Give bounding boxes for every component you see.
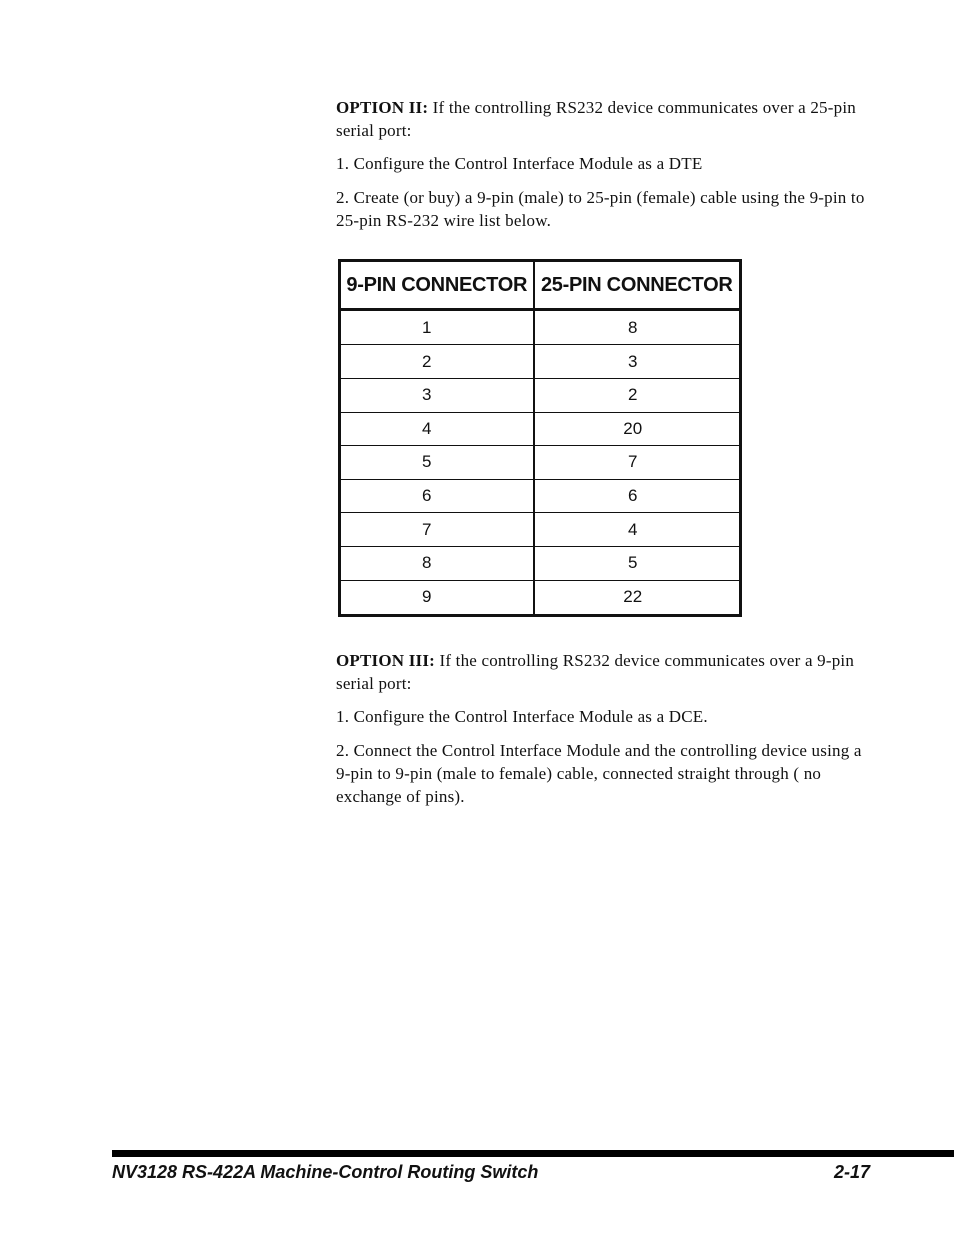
pin25-cell: 2 [534,378,741,412]
footer-title: NV3128 RS-422A Machine-Control Routing Switch [112,1162,539,1182]
table-row [340,345,741,379]
option-ii-step-2: 2. Create (or buy) a 9-pin (male) to 25-pin (female) cable using the 9-pin to 25-pin RS-232 wire list below. [336,188,865,230]
wire-list-table [338,259,742,617]
option-iii-label: OPTION III: [336,651,436,670]
pin9-cell: 2 [340,345,534,379]
table-header-row [340,261,741,310]
table-row [340,378,741,412]
table-row [340,310,741,345]
option-ii-step-1: 1. Configure the Control Interface Module as a DTE [336,154,703,173]
option-ii-paragraph [336,96,876,142]
option-ii-label: OPTION II: [336,98,429,117]
pin25-cell: 8 [534,310,741,345]
pin25-cell: 6 [534,479,741,513]
option-iii-paragraph [336,649,876,695]
footer-rule [112,1150,954,1157]
header-25-pin: 25-PIN CONNECTOR [534,261,741,310]
pin9-cell: 6 [340,479,534,513]
option-iii-step-1: 1. Configure the Control Interface Module as a DCE. [336,707,708,726]
pin25-cell: 3 [534,345,741,379]
table-row [340,580,741,615]
option-iii-text: If the controlling RS232 device communicates over a 9-pin serial port: [336,651,855,693]
pin9-cell: 5 [340,446,534,480]
header-9-pin: 9-PIN CONNECTOR [340,261,534,310]
pin9-cell: 3 [340,378,534,412]
table-row [340,547,741,581]
pin25-cell: 20 [534,412,741,446]
pin9-cell: 8 [340,547,534,581]
table-row [340,446,741,480]
page-number: 2-17 [833,1162,870,1182]
pin25-cell: 7 [534,446,741,480]
pin9-cell: 7 [340,513,534,547]
option-ii-text: If the controlling RS232 device communicates over a 25-pin serial port: [336,98,856,140]
table-row [340,412,741,446]
pin9-cell: 9 [340,580,534,615]
pin25-cell: 5 [534,547,741,581]
option-iii-step-2: 2. Connect the Control Interface Module and the controlling device using a 9-pin to 9-pin (male to female) cable, connected straight through ( no exchange of pins). [336,741,862,806]
pin9-cell: 4 [340,412,534,446]
table-row [340,513,741,547]
pin9-cell: 1 [340,310,534,345]
pin25-cell: 22 [534,580,741,615]
table-row [340,479,741,513]
pin25-cell: 4 [534,513,741,547]
